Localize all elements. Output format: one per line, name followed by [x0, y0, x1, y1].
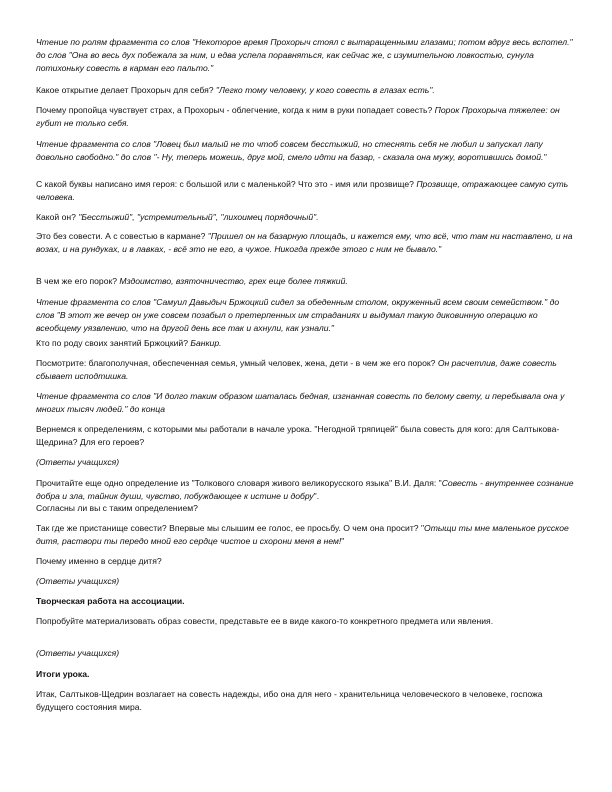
- segment: (Ответы учащихся): [36, 576, 120, 586]
- segment: Итоги урока.: [36, 669, 90, 679]
- segment: Посмотрите: благополучная, обеспеченная семья, умный человек, жена, дети - в чем же его порок?: [36, 358, 438, 368]
- paragraph-question-name: [36, 178, 576, 204]
- segment: Какое открытие делает Прохорыч для себя?: [36, 85, 216, 95]
- segment: Он расчетлив, даже совесть сбывает исподтишка.: [36, 358, 557, 381]
- paragraph-question-pocket: [36, 230, 576, 256]
- heading-creative-work: [36, 595, 576, 608]
- paragraph-reading-ending: [36, 390, 576, 416]
- paragraph-student-answers-1: [36, 456, 576, 469]
- segment: Почему именно в сердце дитя?: [36, 556, 162, 566]
- segment: Творческая работа на ассоциации.: [36, 596, 185, 606]
- paragraph-student-answers-3: [36, 647, 576, 660]
- segment: Прочитайте еще одно определение из "Толкового словаря живого великорусского языка" В.И. Даля: ": [36, 478, 442, 488]
- paragraph-return-definitions: [36, 423, 576, 449]
- segment: Банкир.: [190, 338, 222, 348]
- segment: Чтение фрагмента со слов "И долго таким образом шаталась бедная, изгнанная совесть по белому свету, и перебывала она у многих тысяч людей." до конца: [36, 391, 565, 414]
- segment: ".: [313, 491, 320, 501]
- segment: Чтение фрагмента со слов "Ловец был малый не то чтоб совсем бесстыжий, но стеснять себя не любил и запускал лапу довольно свободно." до слов "- Ну, теперь можешь, друг мой, смело идти на базар, - сказала она мужу, воротившись домой.": [36, 139, 547, 162]
- segment: Так где же пристанище совести? Впервые мы слышим ее голос, ее просьбу. О чем она просит? ": [36, 523, 425, 533]
- paragraph-question-family: [36, 357, 576, 383]
- segment: Это без совести. А с совестью в кармане?: [36, 231, 208, 241]
- segment: Вернемся к определениям, с которыми мы работали в начале урока. "Негодной тряпицей" была совесть для кого: для Салтыкова-Щедрина? Для его героев?: [36, 424, 560, 447]
- segment: Прозвище, отражающее самую суть человека.: [36, 179, 569, 202]
- segment: ": [341, 536, 345, 546]
- segment: (Ответы учащихся): [36, 457, 120, 467]
- paragraph-reading-prokhorych: [36, 36, 576, 75]
- segment: Чтение по ролям фрагмента со слов "Некоторое время Прохорыч стоял с вытаращенными глазами; потом вдруг весь вспотел." до слов "Она во весь дух побежала за ним, и едва успела поравняться, как сейчас же, с изумительною ловкостью, сунула потихоньку совесть в карман его пальто.": [36, 37, 573, 73]
- segment: С какой буквы написано имя героя: с большой или с маленькой? Что это - имя или прозвище?: [36, 179, 417, 189]
- paragraph-student-answers-2: [36, 575, 576, 588]
- paragraph-question-occupation: [36, 337, 576, 350]
- paragraph-question-character: [36, 211, 576, 224]
- paragraph-question-refuge: [36, 522, 576, 548]
- segment: Попробуйте материализовать образ совести, представьте ее в виде какого-то конкретного предмета или явления.: [36, 616, 494, 626]
- heading-lesson-summary: [36, 668, 576, 681]
- paragraph-question-discovery: [36, 84, 576, 97]
- paragraph-question-child-heart: [36, 555, 576, 568]
- paragraph-conclusion: [36, 688, 576, 714]
- segment: "Бесстыжий", "устремительный", "лихоимец порядочный".: [78, 212, 319, 222]
- segment: В чем же его порок?: [36, 276, 120, 286]
- segment: "Легко тому человеку, у кого совесть в глазах есть".: [215, 85, 435, 95]
- segment: Мздоимство, взяточничество, грех еще более тяжкий.: [119, 276, 348, 286]
- paragraph-question-fear: [36, 104, 576, 130]
- paragraph-dal-definition: [36, 477, 576, 503]
- segment: Согласны ли вы с таким определением?: [36, 503, 198, 513]
- segment: Отыщи ты мне маленькое русское дитя, раствори ты передо мной его сердце чистое и схорони меня в нем!: [36, 523, 569, 546]
- paragraph-reading-brzhotsky: [36, 296, 576, 335]
- segment: Какой он?: [36, 212, 79, 222]
- segment: Совесть - внутреннее сознание добра и зла, тайник души, чувство, побуждающее к истине и добру: [36, 478, 574, 501]
- paragraph-question-agree: [36, 502, 576, 515]
- segment: Кто по роду своих занятий Бржоцкий?: [36, 338, 191, 348]
- segment: (Ответы учащихся): [36, 648, 120, 658]
- paragraph-reading-lovets: [36, 138, 576, 164]
- segment: "Пришел он на базарную площадь, и кажется ему, что всё, что там ни наставлено, и на возах, и на рундуках, и в лавках, - всё это не его, а чужое. Никогда прежде этого с ним не бывало.": [36, 231, 573, 254]
- segment: Почему пропойца чувствует страх, а Прохорыч - облегчение, когда к ним в руки попадает совесть?: [36, 105, 435, 115]
- segment: Итак, Салтыков-Щедрин возлагает на совесть надежды, ибо она для него - хранительница человеческого в человеке, госпожа будущего состояния мира.: [36, 689, 543, 712]
- segment: Порок Прохорыча тяжелее: он губит не только себя.: [36, 105, 560, 128]
- paragraph-creative-task: [36, 615, 576, 628]
- segment: Чтение фрагмента со слов "Самуил Давыдыч Бржоцкий сидел за обеденным столом, окруженный всем своим семейством." до слов "В этот же вечер он уже совсем позабыл о претерпенных им страданиях и выдумал такую диковинную операцию ко всеобщему уязвлению, что на другой день все так и ахнули, как узнали.": [36, 297, 560, 333]
- paragraph-question-vice: [36, 275, 576, 288]
